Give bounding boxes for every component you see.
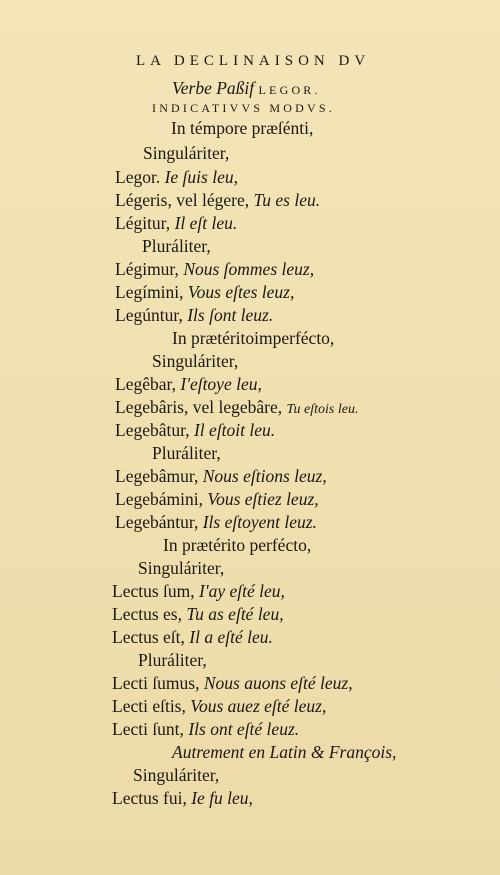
conjugation-line: [112, 787, 253, 809]
conjugation-line: [115, 166, 238, 188]
conjugation-line: [112, 603, 284, 625]
conjugation-line: [112, 718, 299, 740]
french-translation: Ie ſuis leu,: [164, 167, 238, 187]
tense-heading: In témpore præſénti,: [171, 118, 314, 138]
latin-form: Lectus ſum,: [112, 581, 195, 601]
conjugation-line: [115, 212, 237, 234]
latin-form: Legímini,: [115, 282, 184, 302]
conjugation-line: [112, 695, 326, 717]
number-heading: Pluráliter,: [142, 236, 211, 256]
french-translation: Il eſt leu.: [174, 213, 238, 233]
number-heading: Pluráliter,: [152, 443, 221, 463]
number-heading: Pluráliter,: [138, 650, 207, 670]
latin-form: Legebâris, vel legebâre,: [115, 397, 283, 417]
french-translation: Nous ſommes leuz,: [183, 259, 315, 279]
french-translation: I'ay eſté leu,: [199, 581, 285, 601]
conjugation-line: [112, 672, 353, 694]
french-translation: Vous auez eſté leuz,: [190, 696, 327, 716]
number-heading: Singuláriter,: [133, 765, 220, 785]
tense-heading: In prætéritoimperfécto,: [172, 328, 335, 348]
conjugation-line: [112, 580, 285, 602]
number-heading: Singuláriter,: [152, 351, 239, 371]
latin-form: Legebâmur,: [115, 466, 199, 486]
french-translation: Nous auons eſté leuz,: [203, 673, 353, 693]
latin-form: Legúntur,: [115, 305, 183, 325]
latin-form: Légeris, vel légere,: [115, 190, 250, 210]
number-heading: Singuláriter,: [143, 143, 230, 163]
conjugation-line: [115, 281, 294, 303]
mood-heading: INDICATIVVS MODVS.: [152, 101, 335, 115]
latin-form: Lectus eſt,: [112, 627, 185, 647]
subtitle-verb: LEGOR.: [258, 83, 321, 97]
latin-form: Légimur,: [115, 259, 179, 279]
conjugation-line: [112, 626, 273, 648]
french-translation: I'eſtoye leu,: [180, 374, 262, 394]
french-translation: Ils ont eſté leuz.: [188, 719, 300, 739]
latin-form: Legebámini,: [115, 489, 203, 509]
french-translation: Nous eſtions leuz,: [202, 466, 327, 486]
french-translation: Tu es leu.: [253, 190, 321, 210]
latin-form: Lecti eſtis,: [112, 696, 186, 716]
latin-form: Legebántur,: [115, 512, 199, 532]
conjugation-line: [115, 304, 273, 326]
french-translation: Vous eſtes leuz,: [187, 282, 295, 302]
latin-form: Lectus es,: [112, 604, 182, 624]
latin-form: Legor.: [115, 167, 161, 187]
latin-form: Lecti ſunt,: [112, 719, 184, 739]
section-note: [172, 741, 396, 763]
conjugation-line: [115, 511, 317, 533]
section-note-text: Autrement en Latin & François,: [172, 742, 397, 762]
latin-form: Lecti ſumus,: [112, 673, 200, 693]
conjugation-line: [115, 396, 358, 421]
tense-heading: In prætérito perfécto,: [163, 535, 312, 555]
french-translation: Tu eſtois leu.: [286, 402, 359, 417]
subtitle-italic: Verbe Paßif: [172, 78, 255, 98]
french-translation: Ils eſtoyent leuz.: [202, 512, 317, 532]
latin-form: Lectus fui,: [112, 788, 187, 808]
latin-form: Legêbar,: [115, 374, 176, 394]
conjugation-line: [115, 258, 314, 280]
french-translation: Il eſtoit leu.: [193, 420, 276, 440]
conjugation-line: [115, 373, 262, 395]
french-translation: Ie fu leu,: [191, 788, 253, 808]
latin-form: Légitur,: [115, 213, 171, 233]
number-heading: Singuláriter,: [138, 558, 225, 578]
french-translation: Il a eſté leu.: [189, 627, 273, 647]
conjugation-line: [115, 419, 275, 441]
conjugation-line: [115, 488, 319, 510]
latin-form: Legebâtur,: [115, 420, 190, 440]
conjugation-line: [115, 465, 327, 487]
page-title: LA DECLINAISON DV: [136, 53, 371, 69]
conjugation-line: [115, 189, 320, 211]
french-translation: Vous eſtiez leuz,: [207, 489, 319, 509]
french-translation: Tu as eſté leu,: [186, 604, 284, 624]
french-translation: Ils ſont leuz.: [187, 305, 274, 325]
